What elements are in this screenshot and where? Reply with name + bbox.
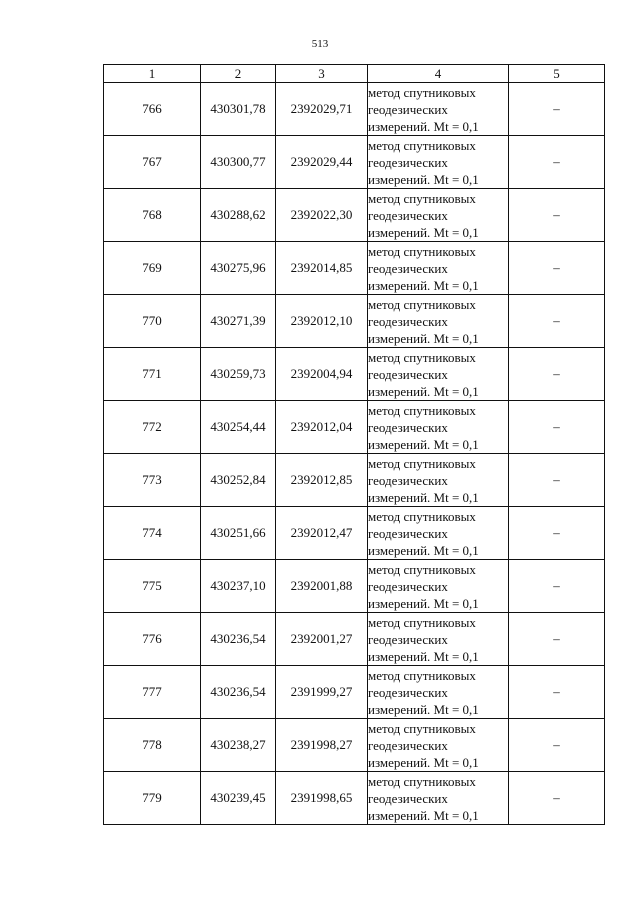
method-line-1: метод спутниковых (368, 402, 476, 418)
coordinate-x: 430236,54 (201, 666, 276, 719)
method-line-1: метод спутниковых (368, 720, 476, 736)
method-line-3: измерений. Mt = 0,1 (368, 701, 479, 717)
method-description (368, 719, 509, 772)
note-dash: – (509, 401, 605, 454)
coordinate-x: 430238,27 (201, 719, 276, 772)
method-line-3: измерений. Mt = 0,1 (368, 171, 479, 187)
method-line-1: метод спутниковых (368, 190, 476, 206)
method-line-2: геодезических (368, 419, 448, 435)
table-row (104, 348, 605, 401)
method-line-3: измерений. Mt = 0,1 (368, 118, 479, 134)
coordinate-x: 430239,45 (201, 772, 276, 825)
note-dash: – (509, 189, 605, 242)
coordinate-y: 2392014,85 (276, 242, 368, 295)
coordinate-y: 2392029,44 (276, 136, 368, 189)
point-number: 767 (104, 136, 201, 189)
coordinate-x: 430271,39 (201, 295, 276, 348)
method-line-3: измерений. Mt = 0,1 (368, 224, 479, 240)
coordinate-y: 2392012,47 (276, 507, 368, 560)
coordinates-table (103, 64, 605, 825)
note-dash: – (509, 719, 605, 772)
method-line-3: измерений. Mt = 0,1 (368, 754, 479, 770)
coordinate-y: 2392001,27 (276, 613, 368, 666)
method-line-2: геодезических (368, 366, 448, 382)
table-row (104, 401, 605, 454)
coordinate-x: 430251,66 (201, 507, 276, 560)
method-line-2: геодезических (368, 313, 448, 329)
method-description (368, 772, 509, 825)
method-description (368, 189, 509, 242)
note-dash: – (509, 666, 605, 719)
point-number: 777 (104, 666, 201, 719)
coordinate-y: 2392004,94 (276, 348, 368, 401)
method-line-3: измерений. Mt = 0,1 (368, 436, 479, 452)
table-row (104, 454, 605, 507)
note-dash: – (509, 295, 605, 348)
method-line-3: измерений. Mt = 0,1 (368, 330, 479, 346)
point-number: 778 (104, 719, 201, 772)
method-line-3: измерений. Mt = 0,1 (368, 277, 479, 293)
point-number: 769 (104, 242, 201, 295)
coordinate-x: 430259,73 (201, 348, 276, 401)
table-row (104, 189, 605, 242)
method-line-2: геодезических (368, 578, 448, 594)
method-line-2: геодезических (368, 154, 448, 170)
coordinate-y: 2392012,85 (276, 454, 368, 507)
method-description (368, 666, 509, 719)
method-line-1: метод спутниковых (368, 614, 476, 630)
method-line-1: метод спутниковых (368, 296, 476, 312)
header-row (104, 65, 605, 83)
table-row (104, 507, 605, 560)
coordinate-x: 430275,96 (201, 242, 276, 295)
note-dash: – (509, 136, 605, 189)
coordinate-x: 430300,77 (201, 136, 276, 189)
table-row (104, 772, 605, 825)
method-line-3: измерений. Mt = 0,1 (368, 489, 479, 505)
coordinate-x: 430288,62 (201, 189, 276, 242)
coordinate-x: 430236,54 (201, 613, 276, 666)
point-number: 775 (104, 560, 201, 613)
note-dash: – (509, 348, 605, 401)
page-number: 513 (311, 38, 329, 50)
column-header-5: 5 (509, 65, 605, 83)
method-line-2: геодезических (368, 207, 448, 223)
point-number: 776 (104, 613, 201, 666)
method-description (368, 401, 509, 454)
method-line-3: измерений. Mt = 0,1 (368, 648, 479, 664)
method-line-2: геодезических (368, 472, 448, 488)
method-line-1: метод спутниковых (368, 455, 476, 471)
method-line-2: геодезических (368, 737, 448, 753)
point-number: 773 (104, 454, 201, 507)
method-line-2: геодезических (368, 260, 448, 276)
point-number: 772 (104, 401, 201, 454)
coordinate-y: 2391999,27 (276, 666, 368, 719)
note-dash: – (509, 507, 605, 560)
table-row (104, 613, 605, 666)
point-number: 774 (104, 507, 201, 560)
method-line-3: измерений. Mt = 0,1 (368, 807, 479, 823)
method-description (368, 454, 509, 507)
point-number: 768 (104, 189, 201, 242)
table-row (104, 666, 605, 719)
method-line-1: метод спутниковых (368, 561, 476, 577)
note-dash: – (509, 772, 605, 825)
method-description (368, 242, 509, 295)
point-number: 766 (104, 83, 201, 136)
coordinate-y: 2391998,27 (276, 719, 368, 772)
note-dash: – (509, 613, 605, 666)
table-row (104, 560, 605, 613)
method-line-1: метод спутниковых (368, 667, 476, 683)
method-line-3: измерений. Mt = 0,1 (368, 595, 479, 611)
method-line-2: геодезических (368, 101, 448, 117)
method-line-2: геодезических (368, 684, 448, 700)
coordinate-x: 430254,44 (201, 401, 276, 454)
point-number: 771 (104, 348, 201, 401)
method-line-2: геодезических (368, 631, 448, 647)
table-row (104, 295, 605, 348)
table-row (104, 242, 605, 295)
table-row (104, 136, 605, 189)
column-header-2: 2 (201, 65, 276, 83)
method-description (368, 613, 509, 666)
coordinate-y: 2391998,65 (276, 772, 368, 825)
table-row (104, 83, 605, 136)
table-header (104, 65, 605, 83)
method-description (368, 507, 509, 560)
method-line-1: метод спутниковых (368, 508, 476, 524)
method-line-1: метод спутниковых (368, 773, 476, 789)
method-description (368, 83, 509, 136)
coordinate-x: 430252,84 (201, 454, 276, 507)
method-line-3: измерений. Mt = 0,1 (368, 542, 479, 558)
table-body (104, 83, 605, 825)
note-dash: – (509, 83, 605, 136)
method-line-1: метод спутниковых (368, 84, 476, 100)
point-number: 779 (104, 772, 201, 825)
method-description (368, 295, 509, 348)
method-line-3: измерений. Mt = 0,1 (368, 383, 479, 399)
note-dash: – (509, 560, 605, 613)
method-line-2: геодезических (368, 525, 448, 541)
note-dash: – (509, 242, 605, 295)
method-description (368, 348, 509, 401)
column-header-4: 4 (368, 65, 509, 83)
coordinate-y: 2392001,88 (276, 560, 368, 613)
coordinate-y: 2392029,71 (276, 83, 368, 136)
note-dash: – (509, 454, 605, 507)
method-description (368, 136, 509, 189)
method-line-2: геодезических (368, 790, 448, 806)
column-header-3: 3 (276, 65, 368, 83)
coordinate-x: 430237,10 (201, 560, 276, 613)
column-header-1: 1 (104, 65, 201, 83)
table-row (104, 719, 605, 772)
coordinate-y: 2392012,04 (276, 401, 368, 454)
coordinate-x: 430301,78 (201, 83, 276, 136)
coordinate-y: 2392012,10 (276, 295, 368, 348)
point-number: 770 (104, 295, 201, 348)
method-line-1: метод спутниковых (368, 243, 476, 259)
method-line-1: метод спутниковых (368, 137, 476, 153)
method-description (368, 560, 509, 613)
method-line-1: метод спутниковых (368, 349, 476, 365)
coordinate-y: 2392022,30 (276, 189, 368, 242)
